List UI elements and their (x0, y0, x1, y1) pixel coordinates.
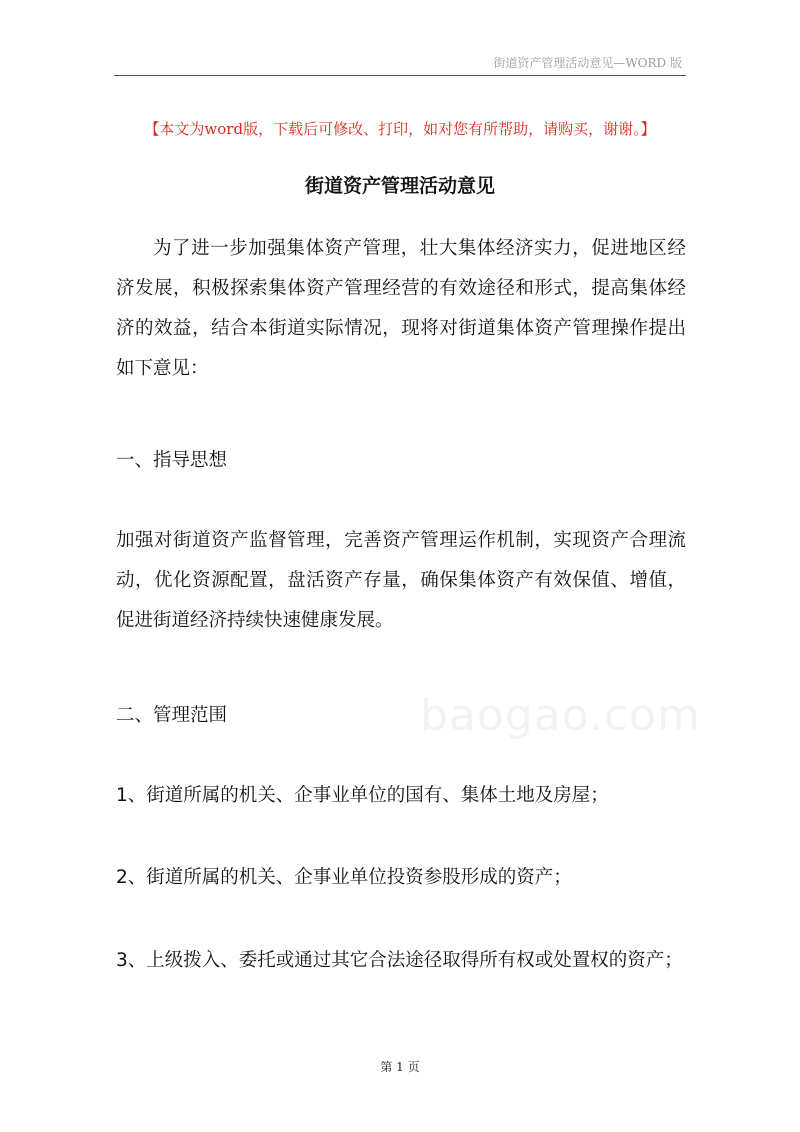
page-number: 第 1 页 (380, 1060, 420, 1074)
document-title: 街道资产管理活动意见 (304, 175, 495, 197)
scope-item-2: 2、街道所属的机关、企事业单位投资参股形成的资产； (116, 867, 572, 888)
guiding-thought-paragraph: 加强对街道资产监督管理，完善资产管理运作机制，实现资产合理流动，优化资源配置，盘活资产存量，确保集体资产有效保值、增值，促进街道经济持续快速健康发展。 (116, 530, 686, 631)
watermark: baogao.com (420, 690, 701, 741)
section-heading-management-scope: 二、管理范围 (116, 705, 228, 726)
download-notice: 【本文为word版，下载后可修改、打印，如对您有所帮助，请购买，谢谢。】 (144, 120, 656, 138)
scope-item-3: 3、上级拨入、委托或通过其它合法途径取得所有权或处置权的资产； (116, 950, 683, 971)
section-heading-guiding-thought: 一、指导思想 (116, 450, 228, 471)
running-header: 街道资产管理活动意见—WORD 版 (493, 56, 682, 70)
intro-paragraph: 为了进一步加强集体资产管理，壮大集体经济实力，促进地区经济发展，积极探索集体资产管理经营的有效途径和形式，提高集体经济的效益，结合本街道实际情况，现将对街道集体资产管理操作提出如下意见： (116, 238, 686, 379)
header-divider (114, 75, 686, 76)
scope-item-1: 1、街道所属的机关、企事业单位的国有、集体土地及房屋； (116, 785, 609, 806)
